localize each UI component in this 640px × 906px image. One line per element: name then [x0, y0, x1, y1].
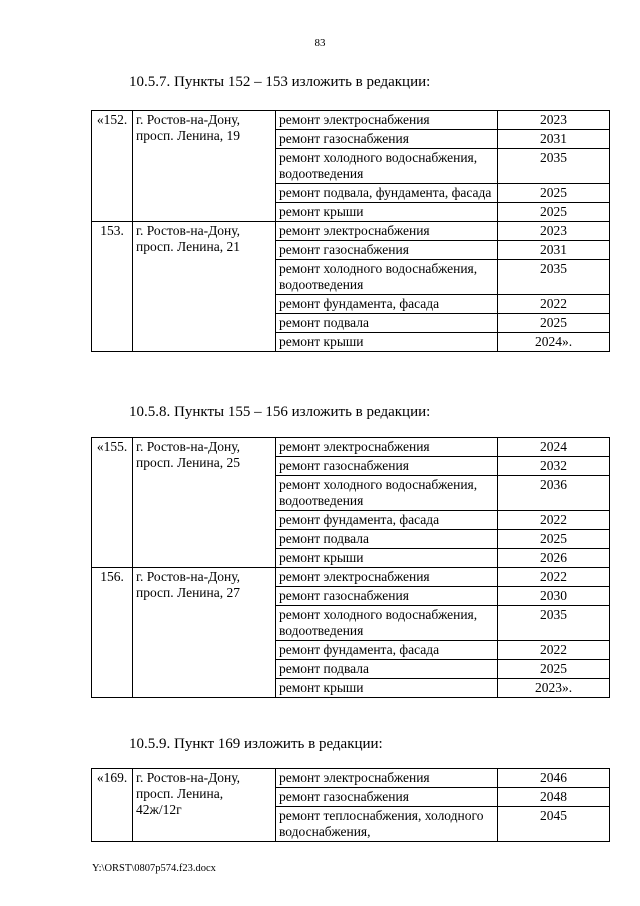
section-heading: 10.5.9. Пункт 169 изложить в редакции: [129, 736, 383, 752]
work-type-cell: ремонт подвала [276, 314, 498, 333]
table-row [92, 222, 610, 241]
year-cell: 2025 [498, 660, 610, 679]
address-cell: г. Ростов-на-Дону, просп. Ленина, 21 [133, 222, 276, 352]
work-type-cell: ремонт электроснабжения [276, 111, 498, 130]
work-type-cell: ремонт электроснабжения [276, 568, 498, 587]
year-cell: 2022 [498, 568, 610, 587]
work-type-cell: ремонт электроснабжения [276, 222, 498, 241]
work-type-cell: ремонт холодного водоснабжения, водоотведения [276, 260, 498, 295]
item-number: 153. [92, 222, 133, 352]
table-row [92, 568, 610, 587]
year-cell: 2032 [498, 457, 610, 476]
repair-schedule-table [91, 110, 610, 352]
year-cell: 2035 [498, 260, 610, 295]
year-cell: 2022 [498, 511, 610, 530]
work-type-cell: ремонт газоснабжения [276, 457, 498, 476]
item-number: «152. [92, 111, 133, 222]
page-number: 83 [314, 37, 326, 49]
year-cell: 2023». [498, 679, 610, 698]
year-cell: 2045 [498, 807, 610, 842]
work-type-cell: ремонт электроснабжения [276, 438, 498, 457]
work-type-cell: ремонт крыши [276, 549, 498, 568]
year-cell: 2022 [498, 641, 610, 660]
work-type-cell: ремонт электроснабжения [276, 769, 498, 788]
year-cell: 2025 [498, 184, 610, 203]
year-cell: 2035 [498, 606, 610, 641]
section-heading: 10.5.8. Пункты 155 – 156 изложить в редакции: [129, 404, 431, 420]
table-row [92, 111, 610, 130]
work-type-cell: ремонт крыши [276, 203, 498, 222]
work-type-cell: ремонт подвала [276, 660, 498, 679]
repair-schedule-table [91, 768, 610, 842]
item-number: «169. [92, 769, 133, 842]
address-cell: г. Ростов-на-Дону, просп. Ленина, 27 [133, 568, 276, 698]
work-type-cell: ремонт холодного водоснабжения, водоотведения [276, 476, 498, 511]
year-cell: 2026 [498, 549, 610, 568]
year-cell: 2024 [498, 438, 610, 457]
work-type-cell: ремонт газоснабжения [276, 130, 498, 149]
work-type-cell: ремонт газоснабжения [276, 587, 498, 606]
table-row [92, 438, 610, 457]
table-row [92, 769, 610, 788]
year-cell: 2023 [498, 222, 610, 241]
year-cell: 2048 [498, 788, 610, 807]
work-type-cell: ремонт фундамента, фасада [276, 511, 498, 530]
work-type-cell: ремонт газоснабжения [276, 241, 498, 260]
work-type-cell: ремонт теплоснабжения, холодного водоснабжения, [276, 807, 498, 842]
work-type-cell: ремонт подвала, фундамента, фасада [276, 184, 498, 203]
address-cell: г. Ростов-на-Дону, просп. Ленина, 25 [133, 438, 276, 568]
section-heading: 10.5.7. Пункты 152 – 153 изложить в редакции: [129, 74, 431, 90]
year-cell: 2031 [498, 130, 610, 149]
year-cell: 2023 [498, 111, 610, 130]
year-cell: 2046 [498, 769, 610, 788]
work-type-cell: ремонт холодного водоснабжения, водоотведения [276, 606, 498, 641]
year-cell: 2025 [498, 203, 610, 222]
year-cell: 2025 [498, 530, 610, 549]
year-cell: 2025 [498, 314, 610, 333]
year-cell: 2036 [498, 476, 610, 511]
year-cell: 2024». [498, 333, 610, 352]
work-type-cell: ремонт крыши [276, 333, 498, 352]
work-type-cell: ремонт газоснабжения [276, 788, 498, 807]
item-number: 156. [92, 568, 133, 698]
repair-schedule-table [91, 437, 610, 698]
year-cell: 2022 [498, 295, 610, 314]
year-cell: 2035 [498, 149, 610, 184]
work-type-cell: ремонт фундамента, фасада [276, 641, 498, 660]
year-cell: 2030 [498, 587, 610, 606]
address-cell: г. Ростов-на-Дону, просп. Ленина, 19 [133, 111, 276, 222]
work-type-cell: ремонт подвала [276, 530, 498, 549]
address-cell: г. Ростов-на-Дону, просп. Ленина, 42ж/12г [133, 769, 276, 842]
year-cell: 2031 [498, 241, 610, 260]
file-path-footer: Y:\ORST\0807p574.f23.docx [92, 863, 216, 874]
work-type-cell: ремонт холодного водоснабжения, водоотведения [276, 149, 498, 184]
item-number: «155. [92, 438, 133, 568]
work-type-cell: ремонт крыши [276, 679, 498, 698]
work-type-cell: ремонт фундамента, фасада [276, 295, 498, 314]
